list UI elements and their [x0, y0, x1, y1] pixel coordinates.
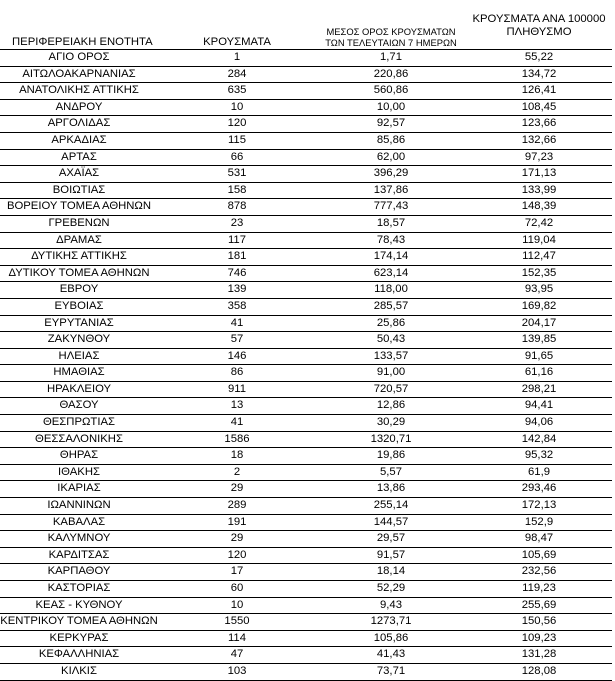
- table-row: [0, 99, 612, 116]
- per100k-cell: 109,23: [466, 630, 612, 647]
- region-cell: ΔΡΑΜΑΣ: [0, 232, 158, 249]
- table-row: [0, 498, 612, 515]
- table-row: [0, 597, 612, 614]
- avg7-cell: 118,00: [316, 282, 466, 299]
- region-cell: ΗΛΕΙΑΣ: [0, 348, 158, 365]
- table-row: [0, 663, 612, 680]
- avg7-cell: 41,43: [316, 647, 466, 664]
- table-row: [0, 50, 612, 67]
- region-cell: ΒΟΙΩΤΙΑΣ: [0, 182, 158, 199]
- cases-cell: 1: [158, 50, 316, 67]
- cases-cell: 1586: [158, 431, 316, 448]
- per100k-cell: 152,9: [466, 514, 612, 531]
- avg7-cell: 10,00: [316, 99, 466, 116]
- region-cell: ΚΕΝΤΡΙΚΟΥ ΤΟΜΕΑ ΑΘΗΝΩΝ: [0, 614, 158, 631]
- per100k-cell: 293,46: [466, 481, 612, 498]
- header-per100k-line1: ΚΡΟΥΣΜΑΤΑ ΑΝΑ 100000: [472, 13, 606, 25]
- cases-cell: 10: [158, 99, 316, 116]
- per100k-cell: 128,08: [466, 663, 612, 680]
- table-row: [0, 232, 612, 249]
- per100k-cell: 94,06: [466, 415, 612, 432]
- per100k-cell: 132,66: [466, 132, 612, 149]
- table-row: [0, 464, 612, 481]
- cases-cell: 66: [158, 149, 316, 166]
- avg7-cell: 19,86: [316, 448, 466, 465]
- table-row: [0, 381, 612, 398]
- region-cell: ΗΜΑΘΙΑΣ: [0, 365, 158, 382]
- table-body: [0, 50, 612, 681]
- avg7-cell: 285,57: [316, 298, 466, 315]
- per100k-cell: 93,95: [466, 282, 612, 299]
- avg7-cell: 623,14: [316, 265, 466, 282]
- region-cell: ΕΥΡΥΤΑΝΙΑΣ: [0, 315, 158, 332]
- cases-cell: 1550: [158, 614, 316, 631]
- region-cell: ΑΝΔΡΟΥ: [0, 99, 158, 116]
- table-row: [0, 199, 612, 216]
- avg7-cell: 9,43: [316, 597, 466, 614]
- avg7-cell: 78,43: [316, 232, 466, 249]
- cases-cell: 878: [158, 199, 316, 216]
- region-cell: ΗΡΑΚΛΕΙΟΥ: [0, 381, 158, 398]
- cases-cell: 635: [158, 83, 316, 100]
- avg7-cell: 255,14: [316, 498, 466, 515]
- table-row: [0, 581, 612, 598]
- table-row: [0, 166, 612, 183]
- per100k-cell: 123,66: [466, 116, 612, 133]
- table-row: [0, 149, 612, 166]
- avg7-cell: 85,86: [316, 132, 466, 149]
- avg7-cell: 777,43: [316, 199, 466, 216]
- avg7-cell: 91,57: [316, 547, 466, 564]
- header-row: [0, 14, 612, 50]
- table-row: [0, 431, 612, 448]
- table-row: [0, 315, 612, 332]
- per100k-cell: 131,28: [466, 647, 612, 664]
- cases-cell: 284: [158, 66, 316, 83]
- region-cell: ΚΑΛΥΜΝΟΥ: [0, 531, 158, 548]
- per100k-cell: 72,42: [466, 215, 612, 232]
- per100k-cell: 108,45: [466, 99, 612, 116]
- avg7-cell: 1,71: [316, 50, 466, 67]
- header-cases: ΚΡΟΥΣΜΑΤΑ: [203, 36, 271, 48]
- region-cell: ΔΥΤΙΚΟΥ ΤΟΜΕΑ ΑΘΗΝΩΝ: [0, 265, 158, 282]
- per100k-cell: 150,56: [466, 614, 612, 631]
- region-cell: ΘΗΡΑΣ: [0, 448, 158, 465]
- region-cell: ΚΕΦΑΛΛΗΝΙΑΣ: [0, 647, 158, 664]
- cases-cell: 746: [158, 265, 316, 282]
- cases-cell: 41: [158, 415, 316, 432]
- per100k-cell: 152,35: [466, 265, 612, 282]
- per100k-cell: 98,47: [466, 531, 612, 548]
- per100k-cell: 133,99: [466, 182, 612, 199]
- cases-cell: 120: [158, 547, 316, 564]
- table-row: [0, 415, 612, 432]
- cases-cell: 60: [158, 581, 316, 598]
- per100k-cell: 105,69: [466, 547, 612, 564]
- cases-cell: 2: [158, 464, 316, 481]
- per100k-cell: 95,32: [466, 448, 612, 465]
- header-region: ΠΕΡΙΦΕΡΕΙΑΚΗ ΕΝΟΤΗΤΑ: [12, 36, 153, 48]
- table-row: [0, 398, 612, 415]
- table-row: [0, 215, 612, 232]
- region-cell: ΚΙΛΚΙΣ: [0, 663, 158, 680]
- per100k-cell: 169,82: [466, 298, 612, 315]
- avg7-cell: 13,86: [316, 481, 466, 498]
- avg7-cell: 720,57: [316, 381, 466, 398]
- region-cell: ΕΥΒΟΙΑΣ: [0, 298, 158, 315]
- avg7-cell: 52,29: [316, 581, 466, 598]
- cases-cell: 139: [158, 282, 316, 299]
- avg7-cell: 396,29: [316, 166, 466, 183]
- cases-cell: 289: [158, 498, 316, 515]
- per100k-cell: 112,47: [466, 249, 612, 266]
- per100k-cell: 126,41: [466, 83, 612, 100]
- table-row: [0, 365, 612, 382]
- region-cell: ΚΑΡΔΙΤΣΑΣ: [0, 547, 158, 564]
- avg7-cell: 1273,71: [316, 614, 466, 631]
- table-row: [0, 116, 612, 133]
- table-row: [0, 614, 612, 631]
- per100k-cell: 171,13: [466, 166, 612, 183]
- avg7-cell: 560,86: [316, 83, 466, 100]
- table-row: [0, 66, 612, 83]
- avg7-cell: 105,86: [316, 630, 466, 647]
- per100k-cell: 119,04: [466, 232, 612, 249]
- per100k-cell: 172,13: [466, 498, 612, 515]
- region-cell: ΔΥΤΙΚΗΣ ΑΤΤΙΚΗΣ: [0, 249, 158, 266]
- table-row: [0, 83, 612, 100]
- region-cell: ΑΙΤΩΛΟΑΚΑΡΝΑΝΙΑΣ: [0, 66, 158, 83]
- region-cell: ΙΘΑΚΗΣ: [0, 464, 158, 481]
- cases-cell: 18: [158, 448, 316, 465]
- per100k-cell: 134,72: [466, 66, 612, 83]
- cases-cell: 120: [158, 116, 316, 133]
- region-cell: ΚΑΡΠΑΘΟΥ: [0, 564, 158, 581]
- header-avg7-line1: ΜΕΣΟΣ ΟΡΟΣ ΚΡΟΥΣΜΑΤΩΝ: [326, 26, 456, 37]
- per100k-cell: 61,16: [466, 365, 612, 382]
- region-cell: ΚΕΑΣ - ΚΥΘΝΟΥ: [0, 597, 158, 614]
- cases-cell: 17: [158, 564, 316, 581]
- cases-cell: 41: [158, 315, 316, 332]
- per100k-cell: 119,23: [466, 581, 612, 598]
- region-cell: ΚΑΣΤΟΡΙΑΣ: [0, 581, 158, 598]
- per100k-cell: 204,17: [466, 315, 612, 332]
- cases-cell: 117: [158, 232, 316, 249]
- avg7-cell: 18,14: [316, 564, 466, 581]
- cases-cell: 47: [158, 647, 316, 664]
- region-cell: ΙΩΑΝΝΙΝΩΝ: [0, 498, 158, 515]
- avg7-cell: 133,57: [316, 348, 466, 365]
- table-row: [0, 514, 612, 531]
- region-cell: ΑΓΙΟ ΟΡΟΣ: [0, 50, 158, 67]
- avg7-cell: 1320,71: [316, 431, 466, 448]
- cases-table: [0, 14, 612, 681]
- cases-cell: 191: [158, 514, 316, 531]
- header-avg7: [316, 14, 466, 50]
- avg7-cell: 30,29: [316, 415, 466, 432]
- cases-cell: 158: [158, 182, 316, 199]
- per100k-cell: 232,56: [466, 564, 612, 581]
- cases-cell: 531: [158, 166, 316, 183]
- per100k-cell: 298,21: [466, 381, 612, 398]
- table-row: [0, 132, 612, 149]
- table-row: [0, 332, 612, 349]
- region-cell: ΘΑΣΟΥ: [0, 398, 158, 415]
- region-cell: ΑΡΚΑΔΙΑΣ: [0, 132, 158, 149]
- avg7-cell: 144,57: [316, 514, 466, 531]
- avg7-cell: 25,86: [316, 315, 466, 332]
- table-row: [0, 564, 612, 581]
- table-row: [0, 282, 612, 299]
- region-cell: ΕΒΡΟΥ: [0, 282, 158, 299]
- per100k-cell: 94,41: [466, 398, 612, 415]
- avg7-cell: 91,00: [316, 365, 466, 382]
- table-row: [0, 531, 612, 548]
- avg7-cell: 50,43: [316, 332, 466, 349]
- header-avg7-line2: ΤΩΝ ΤΕΛΕΥΤΑΙΩΝ 7 ΗΜΕΡΩΝ: [325, 37, 457, 48]
- header-per100k-line2: ΠΛΗΘΥΣΜΟ: [506, 25, 572, 38]
- avg7-cell: 29,57: [316, 531, 466, 548]
- cases-cell: 29: [158, 531, 316, 548]
- region-cell: ΑΝΑΤΟΛΙΚΗΣ ΑΤΤΙΚΗΣ: [0, 83, 158, 100]
- cases-cell: 23: [158, 215, 316, 232]
- cases-cell: 115: [158, 132, 316, 149]
- region-cell: ΚΕΡΚΥΡΑΣ: [0, 630, 158, 647]
- table-row: [0, 265, 612, 282]
- avg7-cell: 12,86: [316, 398, 466, 415]
- avg7-cell: 220,86: [316, 66, 466, 83]
- per100k-cell: 255,69: [466, 597, 612, 614]
- cases-cell: 358: [158, 298, 316, 315]
- avg7-cell: 62,00: [316, 149, 466, 166]
- region-cell: ΓΡΕΒΕΝΩΝ: [0, 215, 158, 232]
- per100k-cell: 61,9: [466, 464, 612, 481]
- region-cell: ΘΕΣΣΑΛΟΝΙΚΗΣ: [0, 431, 158, 448]
- avg7-cell: 92,57: [316, 116, 466, 133]
- region-cell: ΑΡΤΑΣ: [0, 149, 158, 166]
- table-row: [0, 630, 612, 647]
- table-row: [0, 481, 612, 498]
- per100k-cell: 139,85: [466, 332, 612, 349]
- cases-cell: 146: [158, 348, 316, 365]
- region-cell: ΑΧΑΪΑΣ: [0, 166, 158, 183]
- per100k-cell: 91,65: [466, 348, 612, 365]
- cases-cell: 114: [158, 630, 316, 647]
- table-row: [0, 348, 612, 365]
- avg7-cell: 18,57: [316, 215, 466, 232]
- cases-cell: 29: [158, 481, 316, 498]
- per100k-cell: 97,23: [466, 149, 612, 166]
- region-cell: ΒΟΡΕΙΟΥ ΤΟΜΕΑ ΑΘΗΝΩΝ: [0, 199, 158, 216]
- per100k-cell: 55,22: [466, 50, 612, 67]
- table-row: [0, 249, 612, 266]
- table-row: [0, 647, 612, 664]
- cases-cell: 103: [158, 663, 316, 680]
- table-row: [0, 182, 612, 199]
- avg7-cell: 174,14: [316, 249, 466, 266]
- cases-cell: 13: [158, 398, 316, 415]
- per100k-cell: 142,84: [466, 431, 612, 448]
- region-cell: ΖΑΚΥΝΘΟΥ: [0, 332, 158, 349]
- avg7-cell: 5,57: [316, 464, 466, 481]
- region-cell: ΚΑΒΑΛΑΣ: [0, 514, 158, 531]
- region-cell: ΘΕΣΠΡΩΤΙΑΣ: [0, 415, 158, 432]
- cases-cell: 10: [158, 597, 316, 614]
- table-row: [0, 298, 612, 315]
- region-cell: ΑΡΓΟΛΙΔΑΣ: [0, 116, 158, 133]
- table-row: [0, 448, 612, 465]
- avg7-cell: 137,86: [316, 182, 466, 199]
- table-row: [0, 547, 612, 564]
- region-cell: ΙΚΑΡΙΑΣ: [0, 481, 158, 498]
- cases-cell: 181: [158, 249, 316, 266]
- cases-cell: 911: [158, 381, 316, 398]
- cases-cell: 86: [158, 365, 316, 382]
- cases-cell: 57: [158, 332, 316, 349]
- per100k-cell: 148,39: [466, 199, 612, 216]
- header-per100k: [466, 14, 612, 50]
- avg7-cell: 73,71: [316, 663, 466, 680]
